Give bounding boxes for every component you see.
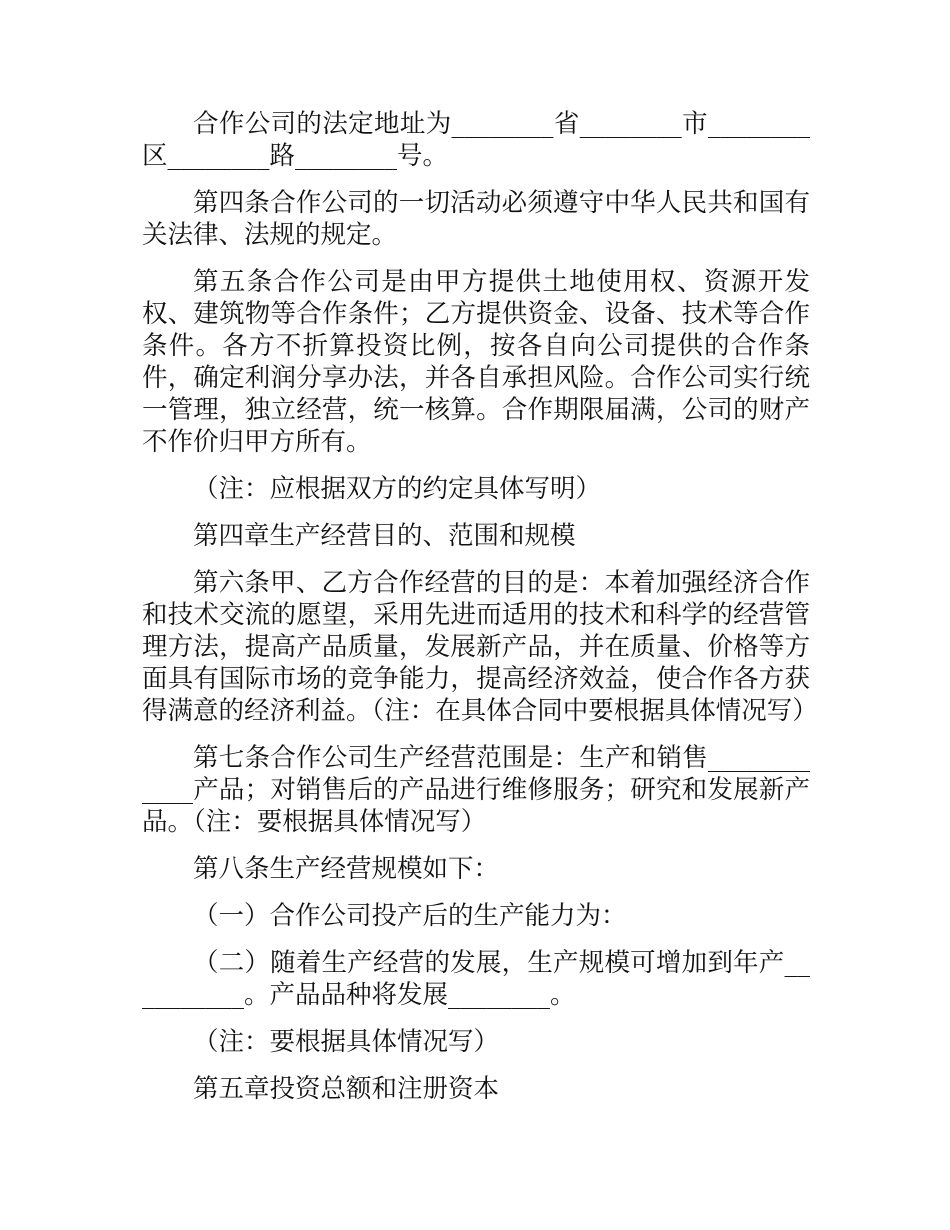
paragraph-item-1: （一）合作公司投产后的生产能力为： [193, 901, 627, 931]
paragraph-legal-address: 合作公司的法定地址为________省________市________区________路________号。 [142, 109, 810, 171]
document-body [142, 108, 818, 1120]
paragraph-note-situation: （注：要根据具体情况写） [193, 1027, 500, 1057]
paragraph-article-4: 第四条合作公司的一切活动必须遵守中华人民共和国有关法律、法规的规定。 [142, 188, 810, 250]
chapter-5-heading: 第五章投资总额和注册资本 [193, 1074, 500, 1104]
paragraph-article-5: 第五条合作公司是由甲方提供土地使用权、资源开发权、建筑物等合作条件；乙方提供资金、设备、技术等合作条件。各方不折算投资比例，按各自向公司提供的合作条件，确定利润分享办法，并各自承担风险。合作公司实行统一管理，独立经营，统一核算。合作期限届满，公司的财产不作价归甲方所有。 [142, 267, 810, 457]
paragraph-item-2: （二）随着生产经营的发展，生产规模可增加到年产__________。产品品种将发展________。 [142, 948, 810, 1010]
paragraph-article-6: 第六条甲、乙方合作经营的目的是：本着加强经济合作和技术交流的愿望，采用先进而适用的技术和科学的经营管理方法，提高产品质量，发展新产品，并在质量、价格等方面具有国际市场的竞争能力，提高经济效益，使合作各方获得满意的经济利益。（注：在具体合同中要根据具体情况写） [142, 568, 818, 726]
paragraph-article-7: 第七条合作公司生产经营范围是：生产和销售____________产品；对销售后的产品进行维修服务；研究和发展新产品。（注：要根据具体情况写） [142, 743, 810, 837]
paragraph-article-8: 第八条生产经营规模如下： [193, 854, 500, 884]
chapter-4-heading: 第四章生产经营目的、范围和规模 [193, 521, 576, 551]
paragraph-note-agreement: （注：应根据双方的约定具体写明） [193, 474, 602, 504]
